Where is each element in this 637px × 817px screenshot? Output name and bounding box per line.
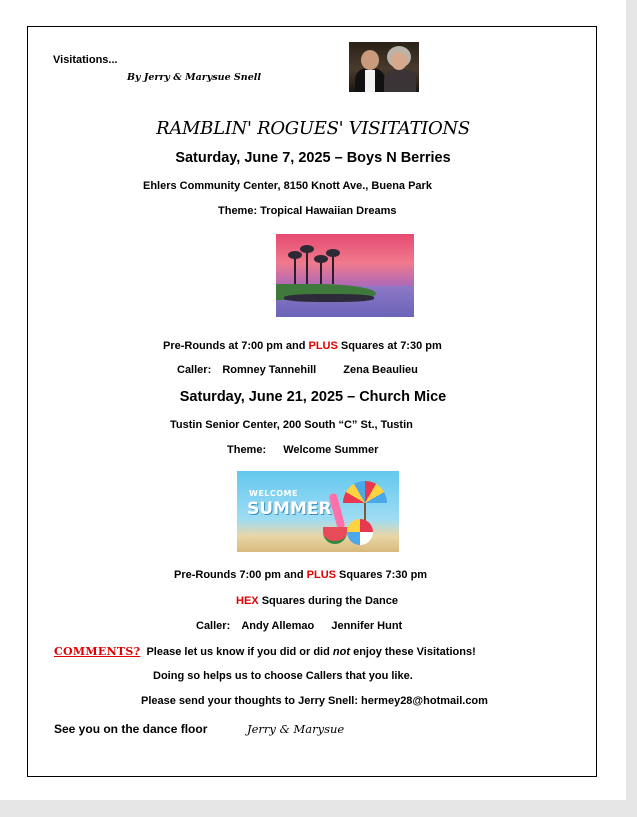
event2-hex-rest: Squares during the Dance [261, 595, 398, 607]
event1-caller-1: Romney Tannehill [222, 364, 317, 376]
event1-caller-2: Zena Beaulieu [343, 364, 418, 376]
event2-theme-label: Theme: [227, 444, 267, 456]
closing-signature: Jerry & Marysue [247, 722, 345, 736]
event1-date-title: Saturday, June 7, 2025 – Boys N Berries [175, 150, 451, 166]
event2-times-suffix: Squares 7:30 pm [339, 569, 428, 581]
comments-label: COMMENTS? [54, 645, 141, 658]
event2-theme-value: Welcome Summer [283, 444, 379, 456]
beach-umbrella-icon [343, 481, 387, 503]
event1-plus-label: PLUS [308, 340, 338, 352]
event1-callers-label: Caller: [177, 364, 212, 376]
event1-times-prefix: Pre-Rounds at 7:00 pm and [163, 340, 306, 352]
event2-hex-label: HEX [236, 595, 259, 607]
comments-line-2: Doing so helps us to choose Callers that you like. [153, 670, 413, 682]
comments-text-before: Please let us know if you did or did [146, 646, 330, 658]
event2-caller-1: Andy Allemao [241, 620, 315, 632]
summer-image-text-2: SUMMER [247, 499, 332, 519]
event1-callers [177, 364, 418, 376]
event1-times-suffix: Squares at 7:30 pm [340, 340, 442, 352]
event1-location: Ehlers Community Center, 8150 Knott Ave., Buena Park [143, 180, 432, 192]
event2-caller-2: Jennifer Hunt [331, 620, 403, 632]
comments-text-after: enjoy these Visitations! [353, 646, 476, 658]
closing-text: See you on the dance floor [54, 722, 208, 736]
event2-theme [227, 444, 378, 456]
event1-theme: Theme: Tropical Hawaiian Dreams [218, 205, 397, 217]
section-title: Visitations... [53, 54, 118, 66]
event2-times [174, 569, 427, 581]
comments-text-emph: not [332, 646, 351, 658]
watermelon-icon [323, 527, 347, 544]
comments-line-3: Please send your thoughts to Jerry Snell: hermey28@hotmail.com [141, 695, 488, 707]
summer-image-text-1: WELCOME [249, 489, 298, 498]
event2-callers [196, 620, 402, 632]
tropical-beach-image [276, 234, 414, 317]
byline: By Jerry & Marysue Snell [127, 72, 261, 83]
event2-date-title: Saturday, June 21, 2025 – Church Mice [179, 389, 447, 405]
event2-location: Tustin Senior Center, 200 South “C” St., Tustin [170, 419, 413, 431]
event1-times [163, 340, 442, 352]
main-title: RAMBLIN' ROGUES' VISITATIONS [156, 118, 470, 139]
couple-photo [349, 42, 419, 92]
event2-callers-label: Caller: [196, 620, 231, 632]
welcome-summer-image [237, 471, 399, 552]
event2-hex [236, 595, 398, 607]
comments-line [54, 645, 476, 658]
event2-plus-label: PLUS [306, 569, 336, 581]
event2-times-prefix: Pre-Rounds 7:00 pm and [174, 569, 304, 581]
beach-ball-icon [347, 519, 373, 545]
